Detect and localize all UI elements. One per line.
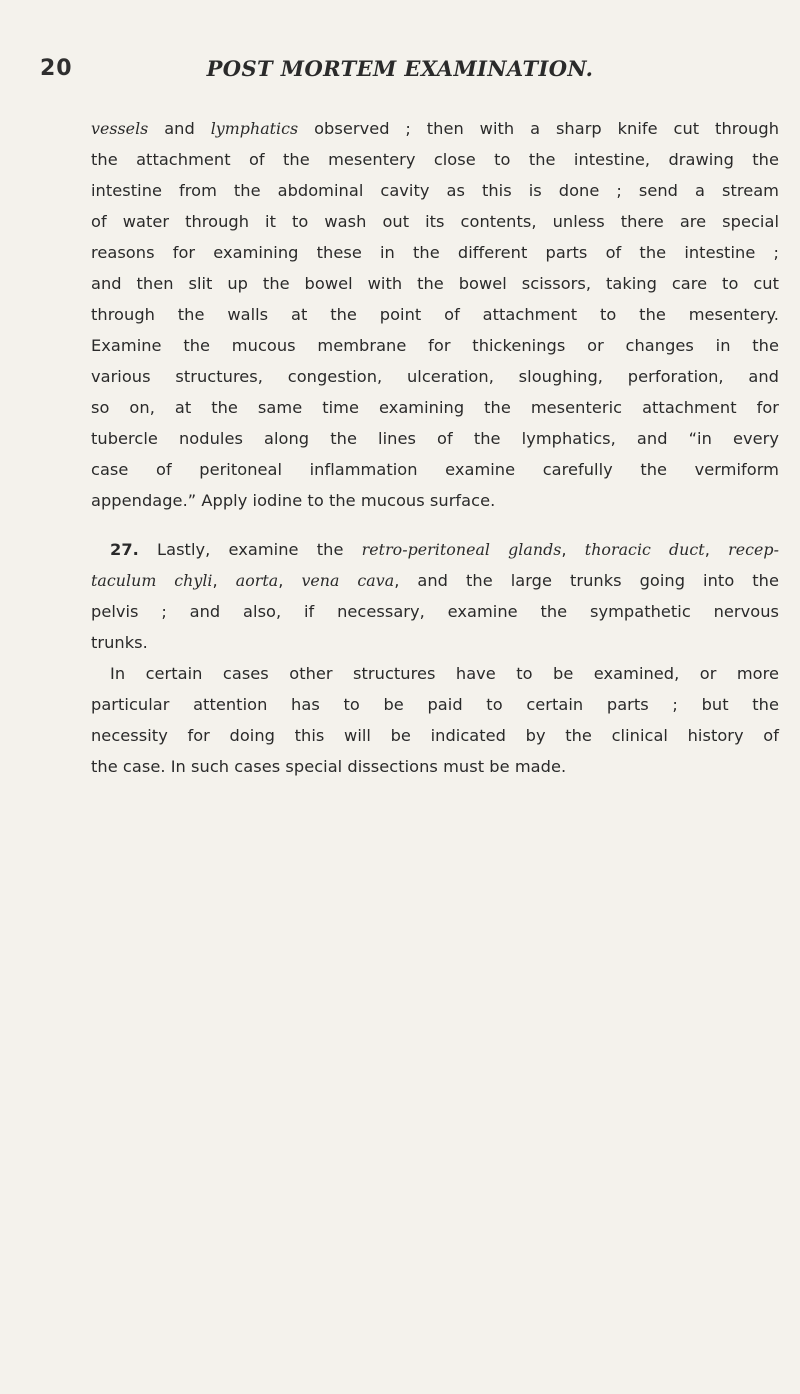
text-line: and then slit up the bowel with the bowel scissors, taking care to cut — [91, 274, 779, 293]
paragraph-gap — [91, 516, 779, 534]
text-line: 27. Lastly, examine the retro-peritoneal glands, thoracic duct, recep- — [110, 540, 779, 559]
text-line: taculum chyli, aorta, vena cava, and the large trunks going into the — [91, 571, 779, 590]
text-line: so on, at the same time examining the mesenteric attachment for — [91, 398, 779, 417]
text-line: pelvis ; and also, if necessary, examine the sympathetic nervous — [91, 602, 779, 621]
text-line: vessels and lymphatics observed ; then with a sharp knife cut through — [91, 119, 780, 138]
text-line: intestine from the abdominal cavity as this is done ; send a stream — [91, 181, 779, 200]
text-line: necessity for doing this will be indicated by the clinical history of — [91, 726, 779, 745]
page-header — [0, 56, 800, 88]
text-line: In certain cases other structures have to be examined, or more — [110, 664, 779, 683]
body-text — [91, 113, 779, 782]
text-line: particular attention has to be paid to certain parts ; but the — [91, 695, 779, 714]
text-line: trunks. — [91, 633, 148, 652]
running-title: POST MORTEM EXAMINATION. — [206, 56, 594, 81]
text-line: of water through it to wash out its contents, unless there are special — [91, 212, 779, 231]
text-line: the attachment of the mesentery close to the intestine, drawing the — [91, 150, 779, 169]
text-line: Examine the mucous membrane for thickenings or changes in the — [91, 336, 779, 355]
text-line: various structures, congestion, ulceration, sloughing, perforation, and — [91, 367, 779, 386]
text-line: case of peritoneal inflammation examine carefully the vermiform — [91, 460, 779, 479]
paragraph-27 — [91, 534, 779, 658]
paragraph-3 — [91, 658, 779, 782]
page-number: 20 — [40, 56, 73, 81]
text-line: through the walls at the point of attachment to the mesentery. — [91, 305, 779, 324]
text-line: reasons for examining these in the different parts of the intestine ; — [91, 243, 779, 262]
text-line: the case. In such cases special dissections must be made. — [91, 757, 567, 776]
paragraph-1 — [91, 113, 779, 516]
text-line: tubercle nodules along the lines of the lymphatics, and “in every — [91, 429, 779, 448]
text-line: appendage.” Apply iodine to the mucous surface. — [91, 491, 496, 510]
paragraph-number: 27. — [110, 540, 139, 559]
